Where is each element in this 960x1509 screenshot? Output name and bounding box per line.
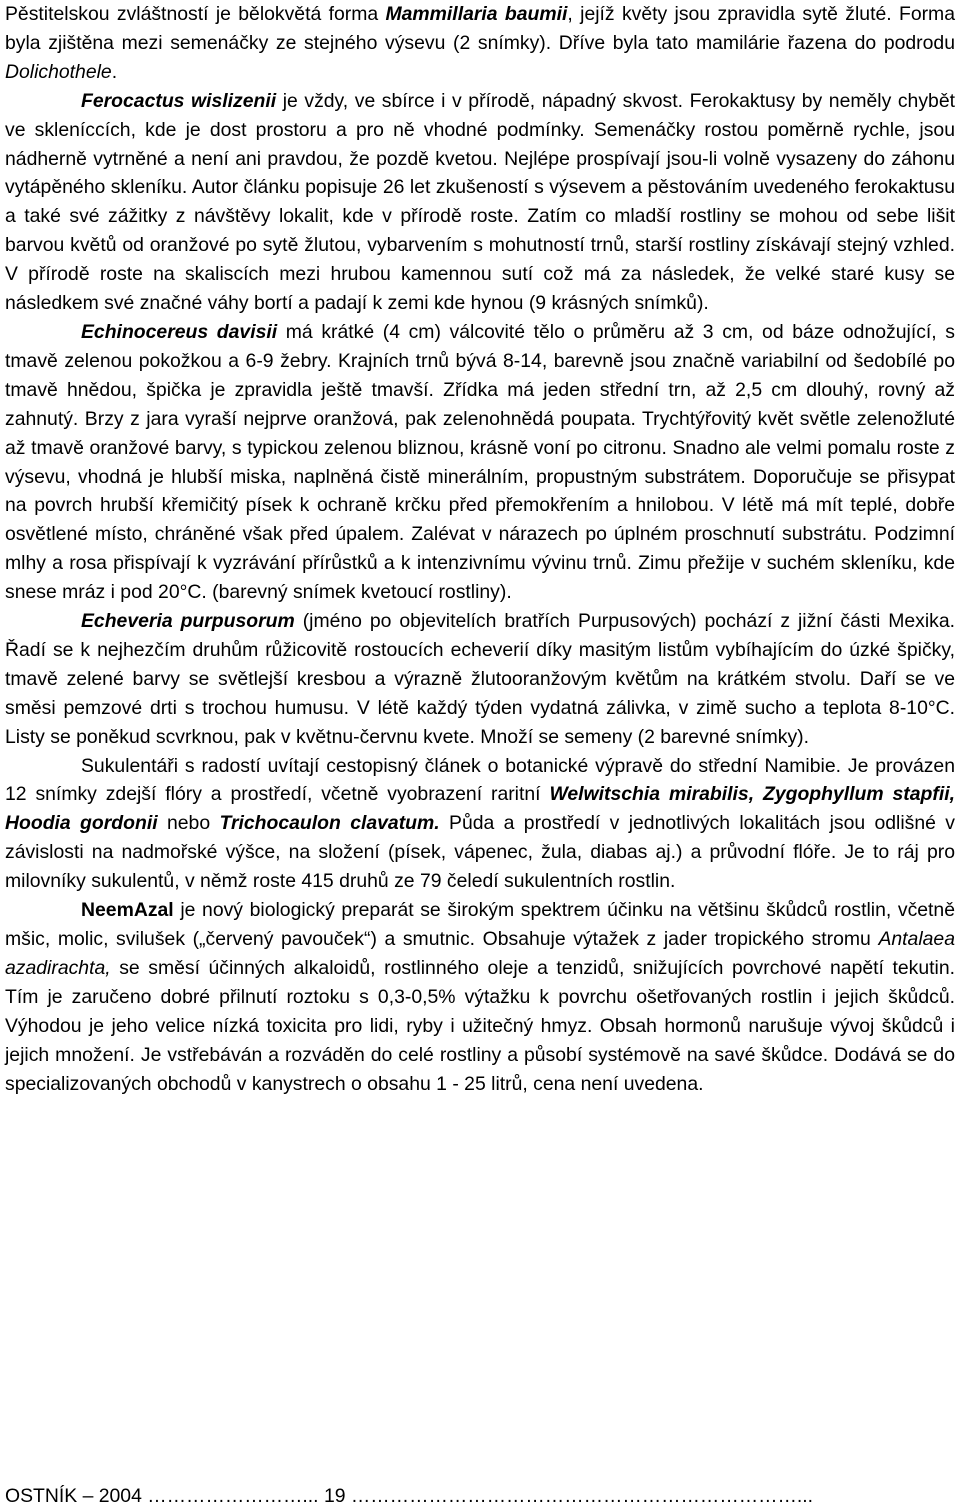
- species-name: Ferocactus wislizenii: [81, 89, 277, 112]
- text-run: má krátké (4 cm) válcovité tělo o průměru až 3 cm, od báze odnožující, s tmavě zelenou pokožkou a 6-9 žebry. Krajních trnů bývá 8-14, barevně jsou značně variabilní od šedobílé po tmavě hnědou, špička je zpravidla ještě tmavší. Zřídka má jeden střední trn, až 2,5 cm dlouhý, rovný až zahnutý. Brzy z jara vyraší nejprve oranžová, pak zelenohnědá poupata. Trychtýřovitý květ světle zelenožluté až tmavě oranžové barvy, s typickou zelenou bliznou, krásně voní po citronu. Snadno ale velmi pomalu roste z výsevu, vhodná je hlubší miska, naplněná čistě minerálním, propustným substrátem. Doporučuje se přisypat na povrch hrubší křemičitý písek k ochraně krčku před přemokřením a hnilobou. V létě má mít teplé, dobře osvětlené místo, chráněné však před úpalem. Zalévat v nárazech po úplném proschnutí substrátu. Podzimní mlhy a rosa přispívají k vyzrávání přírůstků a k intenzivnímu vývinu trnů. Zimu přežije v suchém skleníku, kde snese mráz i pod 20°C. (barevný snímek kvetoucí rostliny).: [5, 320, 955, 604]
- paragraph-echeveria: [5, 607, 955, 752]
- species-name: Echinocereus davisii: [81, 320, 278, 343]
- paragraph-neemazal: [5, 896, 955, 1098]
- paragraph-mammillaria: [5, 0, 955, 87]
- product-name: NeemAzal: [81, 899, 174, 922]
- subgenus-name: Dolichothele: [5, 60, 112, 83]
- species-name: Trichocaulon clavatum.: [219, 812, 440, 835]
- tree-name: Antalaea azadirachta,: [5, 928, 955, 979]
- paragraph-echinocereus: [5, 318, 955, 607]
- text-run: , jejíž květy jsou zpravidla sytě žluté. Forma byla zjištěna mezi semenáčky ze stejného výsevu (2 snímky). Dříve byla tato mamilárie řazena do podrodu: [5, 3, 955, 54]
- page-footer: [5, 1484, 955, 1508]
- text-run: nebo: [157, 812, 220, 835]
- article-body: [5, 0, 955, 1098]
- species-name: Echeveria purpusorum: [81, 610, 295, 633]
- text-run: je vždy, ve sbírce i v přírodě, nápadný skvost. Ferokaktusy by neměly chybět ve skleníccích, kde je dost prostoru a pro ně vhodné podmínky. Semenáčky rostou poměrně rychle, jsou nádherně vytrněné a není ani pravdou, že pozdě kvetou. Nejlépe prospívají jsou-li volně vysazeny do záhonu vytápěného skleníku. Autor článku popisuje 26 let zkušeností s výsevem a pěstováním uvedeného ferokaktusu a také své zážitky z návštěvy lokalit, kde v přírodě roste. Zatím co mladší rostliny se mohou od sebe lišit barvou květů od oranžové po sytě žlutou, vybarvením s mohutností trnů, starší rostliny získávají stejný vzhled. V přírodě roste na skaliscích mezi hrubou kamennou sutí což má za následek, že velké staré kusy se následkem své značné váhy bortí a padají k zemi kde hynou (9 krásných snímků).: [5, 89, 955, 315]
- text-run: se směsí účinných alkaloidů, rostlinného oleje a tenzidů, snižujících povrchové napětí tekutin. Tím je zaručeno dobré přilnutí roztoku s 0,3-0,5% výtažku k povrchu ošetřovaných rostlin i jejich škůdců. Výhodou je jeho velice nízká toxicita pro lidi, ryby i užitečný hmyz. Obsah hormonů narušuje vývoj škůdců i jejich množení. Je vstřebáván a rozváděn do celé rostliny a působí systémově na savé škůdce. Dodává se do specializovaných obchodů v kanystrech o obsahu 1 - 25 litrů, cena není uvedena.: [5, 956, 955, 1095]
- text-run: Půda a prostředí v jednotlivých lokalitách jsou odlišné v závislosti na nadmořské výšce, na složení (písek, vápenec, žula, diabas aj.) a průvodní flóře. Je to ráj pro milovníky sukulentů, v němž roste 415 druhů ze 79 čeledí sukulentních rostlin.: [5, 812, 955, 893]
- species-name: Mammillaria baumii: [385, 3, 568, 25]
- text-run: Sukulentáři s radostí uvítají cestopisný článek o botanické výpravě do střední Namibie. Je provázen 12 snímky zdejší flóry a prostředí, včetně vyobrazení raritní: [5, 754, 955, 806]
- text-run: (jméno po objevitelích bratřích Purpusových) pochází z jižní části Mexika. Řadí se k nejhezčím druhům růžicovitě rostoucích echeverií díky masitým listům vybíhajícím do úzké špičky, tmavě zelené barvy se světlejší kresbou a výrazně žlutooranžovým květům na krátkém stvolu. Daří se ve směsi pemzové drti s trochou humusu. V létě každý týden vydatná zálivka, v zimě sucho a teplota 8-10°C. Listy se poněkud scvrknou, pak v květnu-červnu kvete. Množí se semeny (2 barevné snímky).: [5, 610, 955, 748]
- paragraph-namibia: [5, 752, 955, 897]
- text-run: je nový biologický preparát se širokým spektrem účinku na většinu škůdců rostlin, včetně mšic, molic, svilušek („červený pavouček“) a smutnic. Obsahuje výtažek z jader tropického stromu: [5, 899, 955, 950]
- text-run: Pěstitelskou zvláštností je bělokvětá forma: [5, 3, 386, 25]
- species-list: Welwitschia mirabilis, Zygophyllum stapfii, Hoodia gordonii: [5, 783, 955, 835]
- paragraph-ferocactus: [5, 87, 955, 318]
- footer-text: OSTNÍK – 2004 ……………………... 19 ……………………………………………………………...: [5, 1485, 814, 1507]
- text-run: .: [111, 60, 118, 83]
